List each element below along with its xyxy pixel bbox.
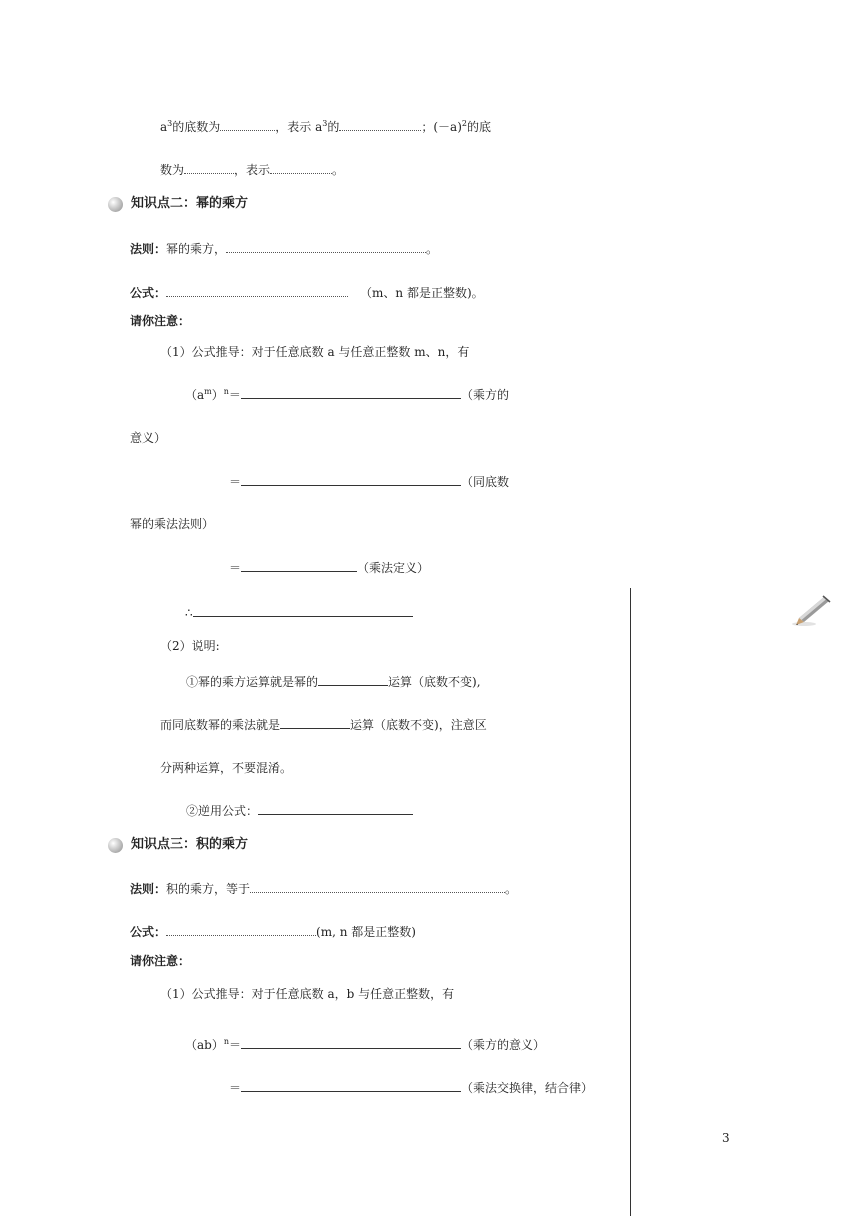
text: （ab） (185, 1038, 224, 1052)
blank[interactable] (250, 880, 505, 893)
text-means: ，表示 a (275, 120, 323, 134)
intro-line-2 (160, 161, 344, 178)
s2-e1 (186, 673, 481, 690)
text: （乘法定义） (357, 561, 430, 575)
rule-label: 法则： (130, 242, 167, 256)
text: ＝ (229, 1081, 242, 1095)
text: 运算（底数不变), (388, 675, 481, 689)
blank[interactable] (241, 473, 461, 486)
blank[interactable] (280, 716, 350, 729)
s3-derivation: （1）公式推导：对于任意底数 a，b 与任意正整数，有 (160, 987, 455, 1001)
text: （同底数 (461, 475, 510, 489)
exponent: n (223, 387, 229, 396)
rule-label: 法则： (130, 882, 167, 896)
text-neg-a: ；(－a) (421, 120, 462, 134)
text-of: 的 (327, 120, 340, 134)
text: ，表示 (234, 163, 271, 177)
s2-formula (130, 284, 484, 301)
s2-e3: 分两种运算，不要混淆。 (160, 761, 293, 775)
text-a: a (160, 120, 168, 134)
text: 。 (426, 242, 439, 256)
text: ＝ (228, 388, 241, 402)
s2-therefore (185, 604, 413, 621)
text: 。 (332, 163, 345, 177)
blank[interactable] (258, 802, 413, 815)
s3-formula (130, 923, 416, 940)
rule-text: 幂的乘方， (166, 242, 227, 256)
pen-icon (790, 594, 834, 628)
text: ） (211, 388, 224, 402)
formula-note: (m, n 都是正整数) (316, 925, 416, 939)
text: （乘方的意义） (461, 1038, 546, 1052)
s2-derivation: （1）公式推导：对于任意底数 a 与任意正整数 m、n，有 (160, 345, 470, 359)
s2-explain: （2）说明: (160, 639, 220, 653)
blank[interactable] (226, 240, 426, 253)
intro-line-1 (160, 118, 491, 135)
s3-step2 (229, 1079, 593, 1096)
formula-note: （m、n 都是正整数)。 (360, 286, 484, 300)
blank[interactable] (241, 1036, 461, 1049)
text: ＝ (229, 561, 242, 575)
s2-step1-note2: 意义） (130, 431, 167, 445)
s2-attention: 请你注意： (130, 314, 191, 328)
blank[interactable] (166, 923, 316, 936)
blank[interactable] (270, 161, 332, 174)
s3-attention: 请你注意： (130, 954, 191, 968)
exponent: n (223, 1037, 229, 1046)
s3-rule (130, 880, 517, 897)
text-base: 的底 (466, 120, 491, 134)
exponent: m (204, 387, 212, 396)
s3-step1 (185, 1036, 545, 1053)
blank[interactable] (241, 386, 461, 399)
blank[interactable] (339, 118, 421, 131)
section-2-heading: 知识点二：幂的乘方 (131, 196, 249, 211)
s2-rule (130, 240, 438, 257)
s2-step2-note2: 幂的乘法法则） (130, 517, 215, 531)
text: 数为 (160, 163, 185, 177)
exponent: 3 (322, 119, 328, 128)
text: 而同底数幂的乘法就是 (160, 718, 281, 732)
s2-e2 (160, 716, 487, 733)
exponent: 2 (461, 119, 467, 128)
section-3-heading: 知识点三：积的乘方 (131, 837, 249, 852)
text: （a (185, 388, 205, 402)
text: （乘方的 (460, 388, 509, 402)
text: ＝ (229, 1038, 242, 1052)
s2-step1 (185, 386, 509, 403)
blank[interactable] (241, 559, 357, 572)
text: ②逆用公式： (186, 804, 259, 818)
page-number: 3 (722, 1131, 730, 1145)
formula-label: 公式： (130, 925, 167, 939)
blank[interactable] (241, 1079, 461, 1092)
blank[interactable] (166, 284, 348, 297)
blank[interactable] (184, 161, 234, 174)
text-base-is: 的底数为 (172, 120, 221, 134)
sphere-bullet-icon (108, 838, 123, 853)
text: 运算（底数不变)，注意区 (350, 718, 487, 732)
s2-step2 (229, 473, 509, 490)
therefore-symbol: ∴ (185, 606, 193, 620)
text: （乘法交换律，结合律） (461, 1081, 594, 1095)
s2-reverse (186, 802, 413, 819)
blank[interactable] (318, 673, 388, 686)
exponent: 3 (167, 119, 173, 128)
text: 。 (505, 882, 518, 896)
text: ＝ (229, 475, 242, 489)
s2-step3 (229, 559, 429, 576)
formula-label: 公式： (130, 286, 167, 300)
margin-divider (630, 588, 631, 1216)
blank[interactable] (220, 118, 275, 131)
blank[interactable] (193, 604, 413, 617)
rule-text: 积的乘方，等于 (166, 882, 251, 896)
sphere-bullet-icon (108, 197, 123, 212)
text: ①幂的乘方运算就是幂的 (186, 675, 319, 689)
